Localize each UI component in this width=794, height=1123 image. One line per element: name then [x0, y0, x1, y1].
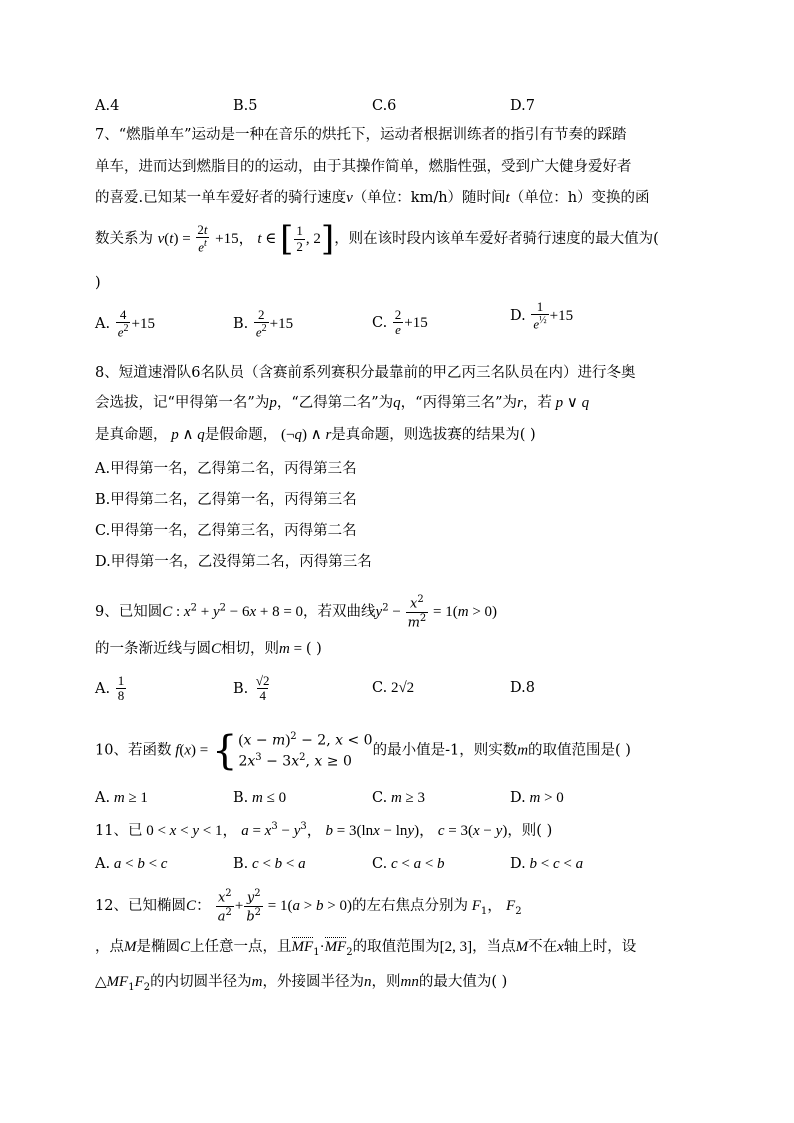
q6-option-b: B.5 — [233, 98, 258, 114]
q7-line-5: ) — [95, 275, 101, 291]
q12-line-1: 12、已知椭圆C： $\frac{x^2}{a^2}$ + $\frac{y^2}{b^2}$ = 1(a > b > 0)的左右焦点分别为 $F_1$， $F_2$ — [95, 888, 522, 924]
q10-option-a: A. m ≥ 1 — [95, 790, 148, 806]
q7-options — [95, 299, 695, 348]
q9-option-a: A. $\frac{1}{8}$ — [95, 673, 125, 704]
q11-line-1: 11、已 0 < x < y < 1， $a = x^3 - y^3$， b = 3(lnx − lny)， c = 3(x − y)，则( ) — [95, 821, 553, 839]
q11-option-c: C. c < a < b — [372, 856, 445, 872]
q9-option-c: C. 2√2 — [372, 680, 415, 696]
q9-option-d: D.8 — [510, 680, 535, 696]
q7-line-3: 的喜爱.已知某一单车爱好者的骑行速度v（单位：km/h）随时间t（单位：h）变换的函 — [95, 190, 650, 206]
q8-line-2: 会选拔，记“甲得第一名”为p，“乙得第二名”为q，“丙得第三名”为r，若 p ∨ q — [95, 395, 590, 411]
q9-line-2: 的一条渐近线与圆C相切，则m = ( ) — [95, 641, 322, 657]
q9-option-b: B. $\frac{√2}{4}$ — [233, 673, 270, 704]
q9-options — [95, 674, 695, 714]
q11-option-b: B. c < b < a — [233, 856, 306, 872]
q7-line-1: 7、“燃脂单车”运动是一种在音乐的烘托下，运动者根据训练者的指引有节奏的踩踏 — [95, 127, 627, 143]
q7-option-b: B. $\frac{2}{e^2}$ +15 — [233, 307, 294, 340]
q8-option-a: A.甲得第一名，乙得第二名，丙得第三名 — [95, 461, 357, 477]
q6-option-c: C.6 — [372, 98, 397, 114]
q12-line-3: $\triangle MF_1F_2$的内切圆半径为m，外接圆半径为n，则mn的最大值为( ) — [95, 974, 508, 993]
q7-option-d: D. $\frac{1}{e^{\frac{1}{2}}}$ +15 — [510, 299, 574, 332]
q10-option-c: C. m ≥ 3 — [372, 790, 426, 806]
q10-options — [95, 790, 695, 820]
q6-option-d: D.7 — [510, 98, 535, 114]
q11-option-d: D. b < c < a — [510, 856, 584, 872]
q7-option-c: C. $\frac{2}{e}$ +15 — [372, 307, 428, 338]
q10-line-1: 10、若函数 f(x) = { $(x - m)^2 - 2$, x < 0 $2x^3 - 3x^2$, x ≥ 0 的最小值是-1，则实数m的取值范围是( ) — [95, 727, 631, 774]
q6-option-a: A.4 — [95, 98, 120, 114]
q9-line-1: 9、已知圆C : $x^2 + y^2 - 6x + 8 = 0$，若双曲线$y^2$ − $\frac{x^2}{m^2}$ = 1(m > 0) — [95, 594, 498, 630]
q6-options — [95, 98, 695, 128]
q8-option-d: D.甲得第一名，乙没得第二名，丙得第三名 — [95, 554, 372, 570]
q11-options — [95, 856, 695, 886]
q7-line-2: 单车，进而达到燃脂目的的运动，由于其操作简单，燃脂性强，受到广大健身爱好者 — [95, 159, 632, 175]
q8-option-c: C.甲得第一名，乙得第三名，丙得第二名 — [95, 523, 357, 539]
q8-option-b: B.甲得第二名，乙得第一名，丙得第三名 — [95, 492, 357, 508]
q8-line-1: 8、短道速滑队6名队员（含赛前系列赛积分最靠前的甲乙丙三名队员在内）进行冬奥 — [95, 365, 636, 381]
q11-option-a: A. a < b < c — [95, 856, 168, 872]
q7-option-a: A. $\frac{4}{e^2}$ +15 — [95, 307, 155, 340]
q10-option-d: D. m > 0 — [510, 790, 564, 806]
q7-line-4: 数关系为 v(t) = $\frac{2t}{e^t}$ +15， t ∈ [ $\frac{1}{2}$ , 2]，则在该时段内该单车爱好者骑行速度的最大值为( — [95, 219, 659, 259]
q8-line-3: 是真命题， p ∧ q是假命题， (¬q) ∧ r是真命题，则选拔赛的结果为( ) — [95, 427, 536, 443]
q10-option-b: B. m ≤ 0 — [233, 790, 287, 806]
q12-line-2: ，点M是椭圆C上任意一点，且$MF_1\cdot MF_2$的取值范围为[2, 3]，当点M不在x轴上时，设 — [95, 939, 637, 958]
